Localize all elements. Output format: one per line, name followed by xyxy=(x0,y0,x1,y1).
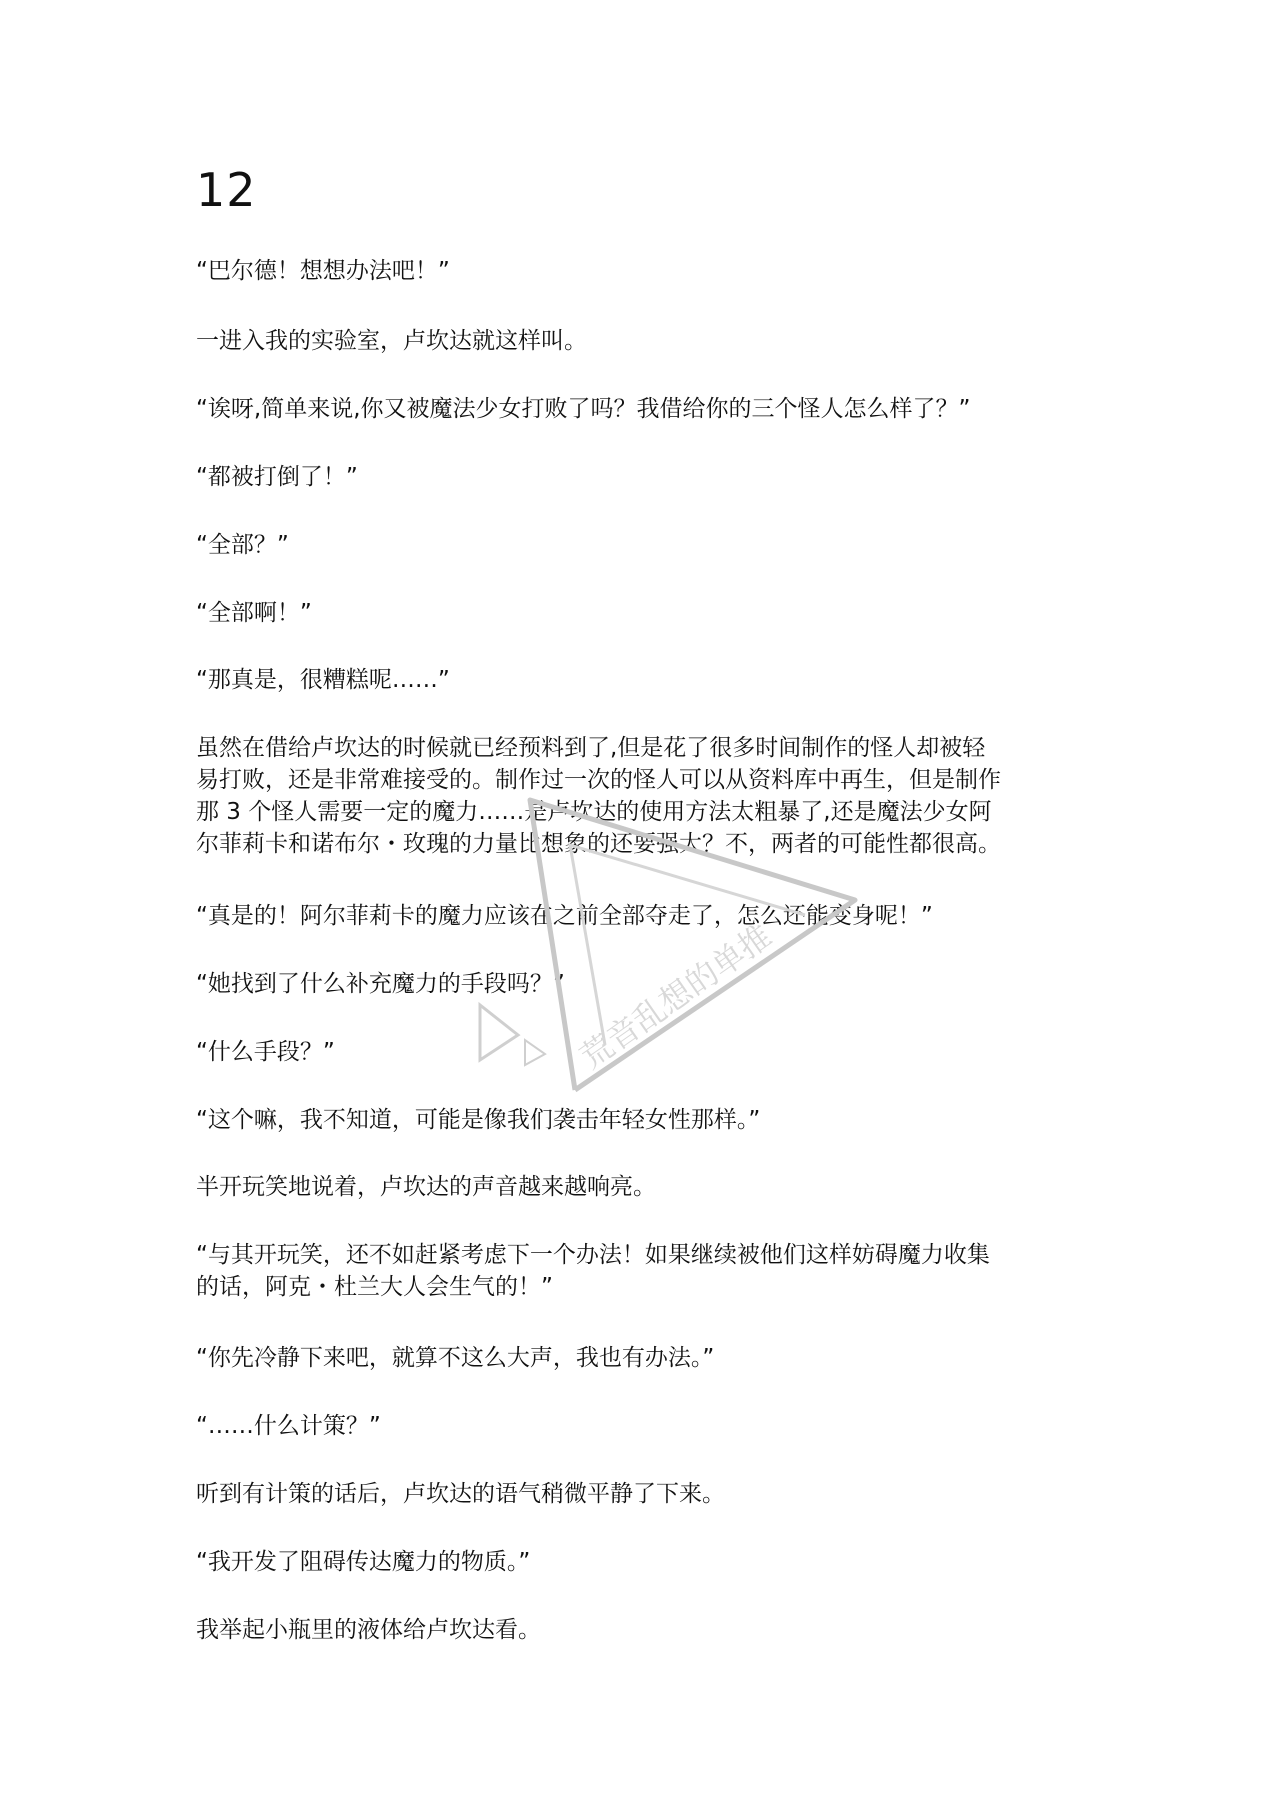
text-line: “那真是，很糟糕呢……” xyxy=(196,667,450,693)
text-line: “全部啊！” xyxy=(196,600,312,626)
text-line: “……什么计策？” xyxy=(196,1413,381,1439)
text-line: “与其开玩笑，还不如赶紧考虑下一个办法！如果继续被他们这样妨碍魔力收集 xyxy=(196,1242,990,1268)
text-line: “全部？” xyxy=(196,532,289,558)
text-line: “什么手段？” xyxy=(196,1039,335,1065)
text-line: 一进入我的实验室，卢坎达就这样叫。 xyxy=(196,328,587,354)
text-line: “诶呀,简单来说,你又被魔法少女打败了吗？我借给你的三个怪人怎么样了？” xyxy=(196,396,971,422)
text-line: “你先冷静下来吧，就算不这么大声，我也有办法。” xyxy=(196,1345,715,1371)
text-line: 听到有计策的话后，卢坎达的语气稍微平静了下来。 xyxy=(196,1481,725,1507)
text-line: “巴尔德！想想办法吧！” xyxy=(196,258,450,284)
text-line: “这个嘛，我不知道，可能是像我们袭击年轻女性那样。” xyxy=(196,1107,761,1133)
text-line: 虽然在借给卢坎达的时候就已经预料到了,但是花了很多时间制作的怪人却被轻 xyxy=(196,735,986,761)
text-line: 半开玩笑地说着，卢坎达的声音越来越响亮。 xyxy=(196,1174,656,1200)
text-line: “真是的！阿尔菲莉卡的魔力应该在之前全部夺走了，怎么还能变身呢！” xyxy=(196,903,933,929)
text-line: 那 3 个怪人需要一定的魔力……是卢坎达的使用方法太粗暴了,还是魔法少女阿 xyxy=(196,799,992,825)
text-line: “我开发了阻碍传达魔力的物质。” xyxy=(196,1549,531,1575)
chapter-number: 12 xyxy=(196,163,257,217)
text-line: 尔菲莉卡和诺布尔・玫瑰的力量比想象的还要强大？不，两者的可能性都很高。 xyxy=(196,831,1001,857)
text-line: “都被打倒了！” xyxy=(196,464,358,490)
text-line: “她找到了什么补充魔力的手段吗？” xyxy=(196,971,565,997)
text-line: 的话，阿克・杜兰大人会生气的！” xyxy=(196,1274,553,1300)
text-line: 我举起小瓶里的液体给卢坎达看。 xyxy=(196,1617,541,1643)
watermark-text: 荒音乱想的单推 xyxy=(573,916,779,1077)
text-line: 易打败，还是非常难接受的。制作过一次的怪人可以从资料库中再生，但是制作 xyxy=(196,767,1001,793)
